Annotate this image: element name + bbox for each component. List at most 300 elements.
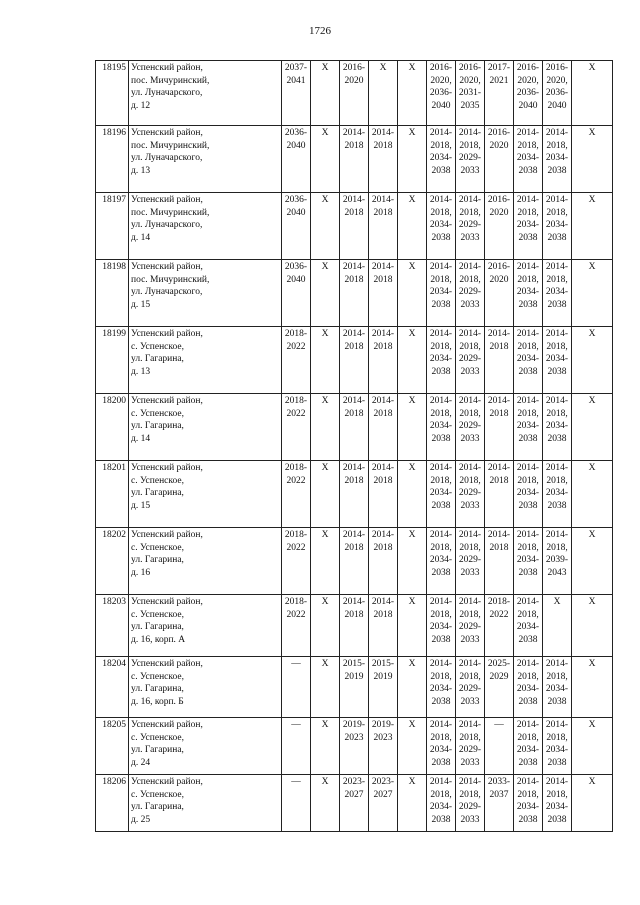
address-line: с. Успенское,	[131, 671, 184, 682]
period-line: 2025-	[487, 659, 511, 669]
period-line: 2034-	[516, 220, 540, 231]
period-line: 2018,	[459, 408, 481, 419]
period-line: 2029-	[458, 622, 482, 633]
period-line: X	[408, 262, 416, 272]
period-cell	[485, 61, 514, 126]
period-cell	[311, 327, 340, 394]
period-line: 2016-	[545, 63, 569, 73]
period-cell	[485, 193, 514, 260]
period-line: 2018,	[517, 609, 539, 620]
period-line: 2018,	[517, 732, 539, 743]
period-line: 2033	[460, 232, 480, 243]
period-line: 2034-	[429, 684, 453, 695]
record-number: 18198	[96, 260, 129, 327]
period-line: 2014-	[545, 128, 569, 138]
address-cell	[129, 718, 282, 775]
period-line: 2016-	[487, 195, 511, 205]
period-line: 2018,	[546, 789, 568, 800]
period-line: 2018	[344, 408, 364, 419]
table-row	[96, 260, 613, 327]
period-line: X	[408, 463, 416, 473]
period-line: 2018,	[459, 274, 481, 285]
period-line: X	[321, 720, 329, 730]
period-line: 2034-	[429, 421, 453, 432]
period-cell	[543, 657, 572, 718]
period-line: 2029-	[458, 421, 482, 432]
period-cell	[369, 327, 398, 394]
period-line: 2034-	[545, 745, 569, 756]
period-line: 2016-	[516, 63, 540, 73]
period-line: 2029-	[458, 684, 482, 695]
period-line: 2018,	[459, 542, 481, 553]
record-number: 18206	[96, 775, 129, 832]
address-line: д. 16	[131, 567, 151, 578]
table-body	[96, 61, 613, 832]
period-line: 2036-	[516, 88, 540, 99]
period-line: 2027	[373, 789, 393, 800]
address-line: д. 14	[131, 433, 151, 444]
period-cell	[282, 126, 311, 193]
period-cell	[340, 718, 369, 775]
period-line: 2036-	[545, 88, 569, 99]
period-cell	[340, 61, 369, 126]
page-number: 1726	[309, 25, 331, 37]
period-cell	[398, 394, 427, 461]
period-line: 2038	[431, 232, 451, 243]
period-line: X	[588, 262, 596, 272]
table-row	[96, 193, 613, 260]
period-line: 2014-	[371, 329, 395, 339]
period-line: 2034-	[516, 802, 540, 813]
period-line: 2023-	[371, 777, 395, 787]
address-line: д. 16, корп. Б	[131, 696, 184, 707]
period-cell	[369, 394, 398, 461]
period-cell	[282, 595, 311, 657]
period-line: X	[321, 195, 329, 205]
period-line: 2019	[344, 671, 364, 682]
period-line: 2014-	[429, 530, 453, 540]
period-line: 2034-	[545, 220, 569, 231]
period-line: X	[321, 128, 329, 138]
period-cell	[572, 718, 613, 775]
period-line: 2018	[489, 475, 509, 486]
period-cell	[369, 528, 398, 595]
period-cell	[485, 718, 514, 775]
period-line: 2018,	[546, 408, 568, 419]
period-cell	[485, 528, 514, 595]
table-row	[96, 461, 613, 528]
period-line: 2038	[518, 366, 538, 377]
period-line: 2018	[344, 609, 364, 620]
period-line: 2029-	[458, 488, 482, 499]
period-cell	[311, 61, 340, 126]
period-cell	[369, 260, 398, 327]
period-line: 2014-	[429, 262, 453, 272]
period-line: 2018,	[459, 207, 481, 218]
period-cell	[514, 193, 543, 260]
period-cell	[572, 528, 613, 595]
period-line: 2038	[431, 757, 451, 768]
period-line: 2014-	[342, 597, 366, 607]
period-line: 2038	[518, 299, 538, 310]
period-line: X	[408, 396, 416, 406]
period-cell	[514, 260, 543, 327]
period-line: X	[588, 530, 596, 540]
period-line: 2038	[518, 433, 538, 444]
period-line: 2034-	[545, 153, 569, 164]
period-cell	[282, 193, 311, 260]
period-line: 2018-	[284, 530, 308, 540]
period-line: 2033	[460, 433, 480, 444]
period-line: 2018,	[430, 671, 452, 682]
period-line: 2018	[373, 475, 393, 486]
period-line: 2018	[373, 274, 393, 285]
period-line: 2014-	[458, 463, 482, 473]
period-cell	[514, 528, 543, 595]
period-line: 2019-	[371, 720, 395, 730]
address-line: Успенский район,	[131, 597, 203, 607]
address-line: Успенский район,	[131, 530, 203, 540]
address-line: д. 12	[131, 100, 151, 111]
period-line: 2018	[373, 609, 393, 620]
period-line: 2038	[431, 696, 451, 707]
period-line: 2038	[547, 757, 567, 768]
period-line: 2034-	[516, 421, 540, 432]
period-line: 2016-	[342, 63, 366, 73]
period-line: 2014-	[516, 262, 540, 272]
period-line: 2018	[489, 542, 509, 553]
period-line: 2014-	[545, 659, 569, 669]
period-cell	[543, 61, 572, 126]
period-cell	[311, 775, 340, 832]
period-cell	[398, 126, 427, 193]
period-cell	[340, 193, 369, 260]
period-cell	[572, 394, 613, 461]
period-line: 2034-	[429, 220, 453, 231]
period-line: 2018-	[487, 597, 511, 607]
period-line: 2022	[489, 609, 509, 620]
period-line: 2033	[460, 165, 480, 176]
period-line: 2034-	[429, 153, 453, 164]
period-line: 2038	[547, 500, 567, 511]
address-cell	[129, 193, 282, 260]
address-cell	[129, 126, 282, 193]
address-line: пос. Мичуринский,	[131, 207, 210, 218]
period-line: 2020,	[546, 75, 568, 86]
period-line: X	[321, 659, 329, 669]
period-cell	[311, 461, 340, 528]
period-line: 2041	[286, 75, 306, 86]
period-line: 2033	[460, 696, 480, 707]
address-line: Успенский район,	[131, 396, 203, 406]
period-cell	[427, 657, 456, 718]
address-line: ул. Гагарина,	[131, 622, 184, 633]
period-cell	[427, 260, 456, 327]
period-line: 2029-	[458, 555, 482, 566]
period-cell	[572, 193, 613, 260]
period-line: 2037	[489, 789, 509, 800]
period-cell	[340, 461, 369, 528]
period-line: 2020,	[459, 75, 481, 86]
period-line: 2018-	[284, 396, 308, 406]
period-cell	[543, 595, 572, 657]
period-line: X	[321, 63, 329, 73]
period-cell	[427, 126, 456, 193]
period-cell	[514, 394, 543, 461]
period-cell	[514, 461, 543, 528]
period-cell	[485, 595, 514, 657]
period-cell	[369, 61, 398, 126]
period-line: 2018	[373, 140, 393, 151]
period-line: 2014-	[516, 329, 540, 339]
period-line: 2034-	[429, 622, 453, 633]
period-line: 2038	[431, 165, 451, 176]
period-line: 2038	[518, 165, 538, 176]
period-line: 2038	[431, 299, 451, 310]
period-line: 2014-	[458, 597, 482, 607]
period-line: 2034-	[545, 421, 569, 432]
address-line: ул. Луначарского,	[131, 220, 203, 231]
period-line: 2014-	[429, 195, 453, 205]
period-line: 2018,	[517, 475, 539, 486]
period-cell	[427, 775, 456, 832]
record-number: 18203	[96, 595, 129, 657]
period-cell	[398, 260, 427, 327]
period-line: X	[321, 463, 329, 473]
period-line: 2014-	[458, 195, 482, 205]
period-cell	[282, 775, 311, 832]
period-line: X	[588, 659, 596, 669]
period-line: X	[408, 63, 416, 73]
period-line: 2038	[518, 232, 538, 243]
period-cell	[369, 193, 398, 260]
period-cell	[340, 657, 369, 718]
period-line: 2014-	[458, 659, 482, 669]
period-line: X	[588, 329, 596, 339]
period-cell	[427, 193, 456, 260]
period-cell	[340, 595, 369, 657]
period-line: 2018	[373, 542, 393, 553]
address-line: д. 15	[131, 299, 151, 310]
period-cell	[311, 126, 340, 193]
period-line: 2014-	[371, 195, 395, 205]
period-cell	[398, 327, 427, 394]
period-cell	[311, 718, 340, 775]
period-line: 2014-	[516, 396, 540, 406]
period-cell	[369, 595, 398, 657]
period-cell	[340, 528, 369, 595]
address-cell	[129, 61, 282, 126]
table-row	[96, 327, 613, 394]
period-line: 2038	[547, 165, 567, 176]
period-cell	[282, 327, 311, 394]
period-line: 2020	[489, 274, 509, 285]
period-cell	[311, 260, 340, 327]
period-line: 2019-	[342, 720, 366, 730]
address-cell	[129, 657, 282, 718]
period-cell	[485, 327, 514, 394]
period-line: 2018,	[430, 274, 452, 285]
period-cell	[456, 528, 485, 595]
address-line: Успенский район,	[131, 195, 203, 205]
period-line: 2040	[547, 100, 567, 111]
period-line: X	[588, 597, 596, 607]
period-line: 2038	[431, 433, 451, 444]
period-cell	[572, 61, 613, 126]
period-cell	[485, 461, 514, 528]
address-line: с. Успенское,	[131, 475, 184, 486]
address-line: Успенский район,	[131, 262, 203, 272]
address-cell	[129, 394, 282, 461]
period-line: X	[588, 195, 596, 205]
period-line: 2040	[518, 100, 538, 111]
period-line: 2038	[547, 232, 567, 243]
period-line: 2029-	[458, 287, 482, 298]
period-line: 2040	[286, 207, 306, 218]
period-line: 2014-	[545, 329, 569, 339]
period-cell	[427, 327, 456, 394]
period-line: 2014-	[342, 195, 366, 205]
period-line: 2038	[547, 366, 567, 377]
period-line: 2023-	[342, 777, 366, 787]
period-line: 2027	[344, 789, 364, 800]
period-cell	[311, 528, 340, 595]
period-line: 2029-	[458, 745, 482, 756]
period-line: 2034-	[429, 802, 453, 813]
period-line: 2029-	[458, 354, 482, 365]
address-line: Успенский район,	[131, 720, 203, 730]
period-cell	[282, 718, 311, 775]
period-line: 2018	[344, 207, 364, 218]
period-cell	[427, 718, 456, 775]
period-line: 2034-	[545, 488, 569, 499]
period-cell	[282, 528, 311, 595]
period-line: 2014-	[487, 530, 511, 540]
period-line: 2014-	[516, 463, 540, 473]
period-cell	[340, 260, 369, 327]
period-line: 2018,	[546, 341, 568, 352]
period-line: 2038	[518, 696, 538, 707]
period-line: X	[408, 597, 416, 607]
period-cell	[427, 595, 456, 657]
period-cell	[282, 61, 311, 126]
period-cell	[369, 775, 398, 832]
address-cell	[129, 775, 282, 832]
period-line: —	[291, 777, 301, 787]
period-line: 2033	[460, 567, 480, 578]
period-line: X	[408, 195, 416, 205]
period-line: X	[321, 329, 329, 339]
period-line: 2014-	[487, 329, 511, 339]
period-line: 2014-	[516, 720, 540, 730]
period-line: 2014-	[342, 396, 366, 406]
period-line: 2036-	[284, 195, 308, 205]
period-line: 2014-	[429, 463, 453, 473]
period-line: 2033	[460, 366, 480, 377]
period-cell	[485, 394, 514, 461]
address-line: д. 15	[131, 500, 151, 511]
period-line: 2022	[286, 408, 306, 419]
period-line: 2014-	[458, 329, 482, 339]
period-line: 2018-	[284, 597, 308, 607]
address-line: с. Успенское,	[131, 609, 184, 620]
period-line: 2014-	[516, 195, 540, 205]
period-line: 2018,	[546, 542, 568, 553]
period-line: X	[588, 128, 596, 138]
period-cell	[572, 461, 613, 528]
period-cell	[456, 193, 485, 260]
address-line: с. Успенское,	[131, 341, 184, 352]
address-line: Успенский район,	[131, 463, 203, 473]
record-number: 18195	[96, 61, 129, 126]
address-line: д. 24	[131, 757, 151, 768]
period-line: 2034-	[545, 802, 569, 813]
period-line: 2018,	[546, 671, 568, 682]
period-line: 2029-	[458, 802, 482, 813]
period-cell	[369, 461, 398, 528]
address-line: пос. Мичуринский,	[131, 140, 210, 151]
period-line: 2038	[518, 814, 538, 825]
period-cell	[572, 260, 613, 327]
period-cell	[282, 461, 311, 528]
period-line: 2014-	[371, 262, 395, 272]
period-line: 2014-	[458, 530, 482, 540]
period-line: X	[321, 597, 329, 607]
address-line: Успенский район,	[131, 329, 203, 339]
period-line: 2018,	[430, 789, 452, 800]
period-line: 2038	[431, 814, 451, 825]
period-line: 2014-	[371, 396, 395, 406]
period-line: X	[588, 396, 596, 406]
period-line: 2039-	[545, 555, 569, 566]
period-cell	[398, 595, 427, 657]
period-cell	[398, 657, 427, 718]
period-cell	[427, 61, 456, 126]
period-cell	[398, 61, 427, 126]
period-line: X	[379, 63, 387, 73]
period-line: 2018-	[284, 329, 308, 339]
period-line: 2018,	[517, 671, 539, 682]
period-line: 2018	[373, 408, 393, 419]
period-line: 2014-	[429, 128, 453, 138]
period-cell	[340, 394, 369, 461]
period-line: 2018	[489, 341, 509, 352]
address-line: ул. Гагарина,	[131, 354, 184, 365]
period-cell	[543, 260, 572, 327]
period-line: 2034-	[429, 745, 453, 756]
period-line: 2014-	[487, 396, 511, 406]
period-cell	[572, 775, 613, 832]
period-cell	[456, 657, 485, 718]
period-line: 2015-	[371, 659, 395, 669]
address-line: ул. Луначарского,	[131, 88, 203, 99]
period-line: 2014-	[458, 262, 482, 272]
period-cell	[543, 718, 572, 775]
period-line: 2038	[518, 500, 538, 511]
period-line: 2018,	[459, 341, 481, 352]
period-line: 2014-	[429, 597, 453, 607]
period-line: 2016-	[487, 262, 511, 272]
period-cell	[311, 193, 340, 260]
period-line: 2043	[547, 567, 567, 578]
period-line: 2038	[547, 433, 567, 444]
period-line: X	[588, 777, 596, 787]
period-line: —	[291, 659, 301, 669]
period-line: 2020,	[517, 75, 539, 86]
period-line: 2021	[489, 75, 509, 86]
period-line: 2014-	[458, 128, 482, 138]
period-cell	[398, 528, 427, 595]
